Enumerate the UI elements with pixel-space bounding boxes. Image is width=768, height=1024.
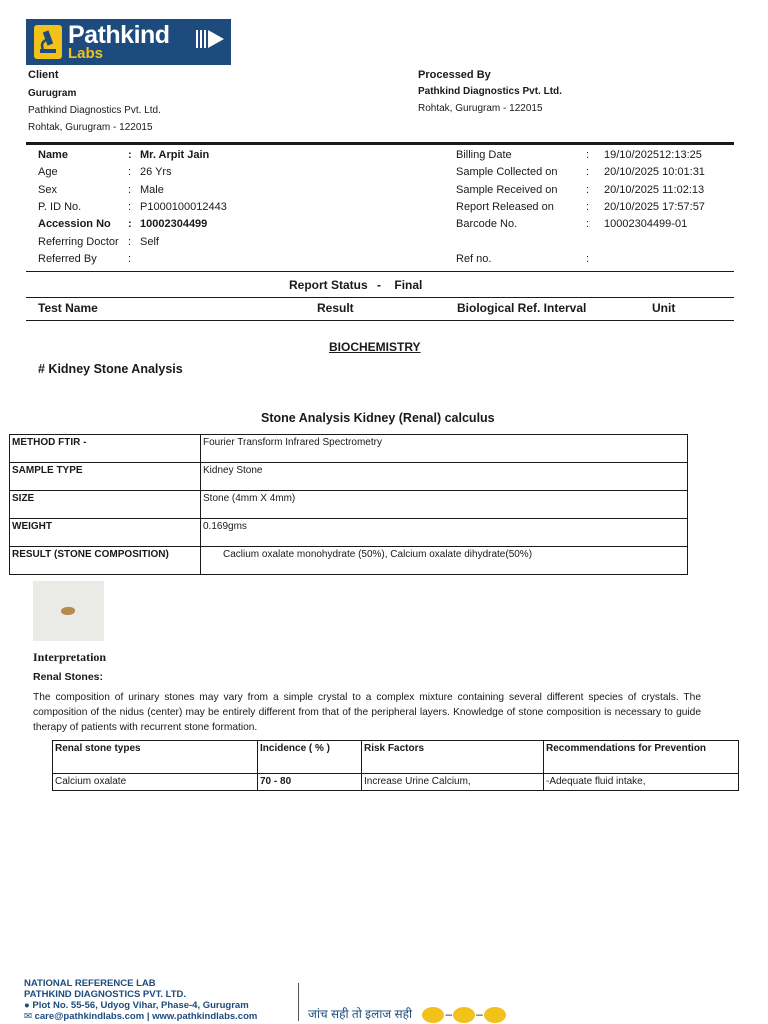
info-sep: : <box>586 149 590 161</box>
sample-received: 20/10/2025 11:02:13 <box>604 184 705 196</box>
interpretation-heading: Interpretation <box>33 650 107 664</box>
report-released: 20/10/2025 17:57:57 <box>604 201 705 213</box>
report-status-dash: - <box>377 278 382 292</box>
info-sep: : <box>586 184 590 196</box>
processed-company: Pathkind Diagnostics Pvt. Ltd. <box>418 86 562 97</box>
stone-value: Fourier Transform Infrared Spectrometry <box>201 435 688 463</box>
table-row <box>10 519 688 547</box>
col-test-name: Test Name <box>38 301 98 315</box>
patient-sep: : <box>128 253 132 265</box>
billing-date: 19/10/202512:13:25 <box>604 149 702 161</box>
table-row <box>10 491 688 519</box>
panel-heading: # Kidney Stone Analysis <box>38 362 183 376</box>
processed-address: Rohtak, Gurugram - 122015 <box>418 103 543 114</box>
stone-value: Caclium oxalate monohydrate (50%), Calcium oxalate dihydrate(50%) <box>201 547 688 575</box>
stone-key: SIZE <box>10 491 201 519</box>
patient-label: Referred By <box>38 253 97 265</box>
stone-value: 0.169gms <box>201 519 688 547</box>
info-sep: : <box>586 201 590 213</box>
divider <box>26 271 734 272</box>
stone-analysis-title: Stone Analysis Kidney (Renal) calculus <box>261 411 495 425</box>
stone-key: WEIGHT <box>10 519 201 547</box>
footer-contact <box>24 1011 257 1022</box>
col-recommendations: Recommendations for Prevention <box>544 741 739 774</box>
cell-recommendation: -Adequate fluid intake, <box>544 774 739 791</box>
patient-label: P. ID No. <box>38 201 82 213</box>
info-sep: : <box>586 253 590 265</box>
renal-stone-table <box>52 740 739 791</box>
report-status-value: Final <box>394 278 423 292</box>
patient-pid: P1000100012443 <box>140 201 227 213</box>
email-icon: ✉ <box>24 1011 32 1022</box>
patient-accession: 10002304499 <box>140 218 208 230</box>
footer-lab-name: NATIONAL REFERENCE LAB <box>24 978 156 989</box>
logo-arrow-icon <box>196 27 226 56</box>
stone-photo <box>33 581 104 641</box>
info-sep: : <box>586 166 590 178</box>
patient-sep: : <box>128 201 132 213</box>
patient-sep: : <box>128 218 132 230</box>
info-label: Sample Received on <box>456 184 558 196</box>
patient-sep: : <box>128 236 132 248</box>
info-label: Billing Date <box>456 149 512 161</box>
info-sep: : <box>586 218 590 230</box>
col-ref-interval: Biological Ref. Interval <box>457 301 587 315</box>
footer-company: PATHKIND DIAGNOSTICS PVT. LTD. <box>24 989 187 1000</box>
divider <box>26 320 734 321</box>
patient-label: Referring Doctor <box>38 236 119 248</box>
patient-sep: : <box>128 149 132 161</box>
table-header-row <box>53 741 739 774</box>
patient-label: Name <box>38 149 68 161</box>
badge-icon <box>484 1007 506 1023</box>
patient-label: Accession No <box>38 218 111 230</box>
info-label: Barcode No. <box>456 218 518 230</box>
header-rule <box>26 142 734 145</box>
table-row <box>53 774 739 791</box>
location-icon: ● <box>24 1000 30 1011</box>
stone-key: RESULT (STONE COMPOSITION) <box>10 547 201 575</box>
footer-tagline-block <box>308 1005 507 1023</box>
patient-label: Age <box>38 166 58 178</box>
footer-tagline: जांच सही तो इलाज सही <box>308 1007 413 1021</box>
client-address: Rohtak, Gurugram - 122015 <box>28 122 153 133</box>
cell-stone-type: Calcium oxalate <box>53 774 258 791</box>
table-row <box>10 435 688 463</box>
patient-sep: : <box>128 166 132 178</box>
section-heading: BIOCHEMISTRY <box>329 340 421 354</box>
badge-icon <box>422 1007 444 1023</box>
cell-incidence: 70 - 80 <box>258 774 362 791</box>
sample-collected: 20/10/2025 10:01:31 <box>604 166 705 178</box>
info-label: Sample Collected on <box>456 166 558 178</box>
cell-risk-factor: Increase Urine Calcium, <box>362 774 544 791</box>
client-heading: Client <box>28 69 59 81</box>
patient-sex: Male <box>140 184 164 196</box>
divider <box>26 297 734 298</box>
stone-value: Kidney Stone <box>201 463 688 491</box>
client-city: Gurugram <box>28 88 77 99</box>
patient-age: 26 Yrs <box>140 166 172 178</box>
col-unit: Unit <box>652 301 676 315</box>
microscope-icon <box>34 25 62 59</box>
stone-specimen <box>61 607 75 615</box>
col-incidence: Incidence ( % ) <box>258 741 362 774</box>
patient-label: Sex <box>38 184 57 196</box>
stone-value: Stone (4mm X 4mm) <box>201 491 688 519</box>
col-risk-factors: Risk Factors <box>362 741 544 774</box>
info-label: Report Released on <box>456 201 554 213</box>
footer-address-block <box>24 978 257 1022</box>
report-status <box>289 278 422 292</box>
report-status-label: Report Status <box>289 278 368 292</box>
pathkind-logo <box>26 19 231 65</box>
patient-name: Mr. Arpit Jain <box>140 149 210 161</box>
col-renal-stone-types: Renal stone types <box>53 741 258 774</box>
footer-contact-text[interactable]: care@pathkindlabs.com | www.pathkindlabs.com <box>34 1011 258 1022</box>
barcode-no: 10002304499-01 <box>604 218 688 230</box>
footer-address <box>24 1000 257 1011</box>
logo-subword: Labs <box>68 45 104 62</box>
stone-analysis-table <box>9 434 688 575</box>
info-label: Ref no. <box>456 253 492 265</box>
col-result: Result <box>317 301 354 315</box>
interpretation-paragraph: The composition of urinary stones may vary from a simple crystal to a complex mixture containing several different species of crystals. The composition of the nidus (center) may be entirely different from that of the peripheral layers. Knowledge of stone composition is necessary to guide therapy of patients with recurrent stone formation. <box>33 692 701 733</box>
table-row <box>10 463 688 491</box>
client-company: Pathkind Diagnostics Pvt. Ltd. <box>28 105 161 116</box>
badge-icons: – – <box>421 1007 506 1021</box>
footer-divider <box>298 983 299 1021</box>
logo-wordmark: Pathkind <box>68 21 170 49</box>
footer-address-text: Plot No. 55-56, Udyog Vihar, Phase-4, Gurugram <box>32 1000 249 1011</box>
table-row <box>10 547 688 575</box>
stone-key: SAMPLE TYPE <box>10 463 201 491</box>
processed-heading: Processed By <box>418 69 491 81</box>
badge-icon <box>453 1007 475 1023</box>
patient-sep: : <box>128 184 132 196</box>
renal-stones-heading: Renal Stones: <box>33 671 104 683</box>
stone-key: METHOD FTIR - <box>10 435 201 463</box>
patient-referring-doctor: Self <box>140 236 159 248</box>
